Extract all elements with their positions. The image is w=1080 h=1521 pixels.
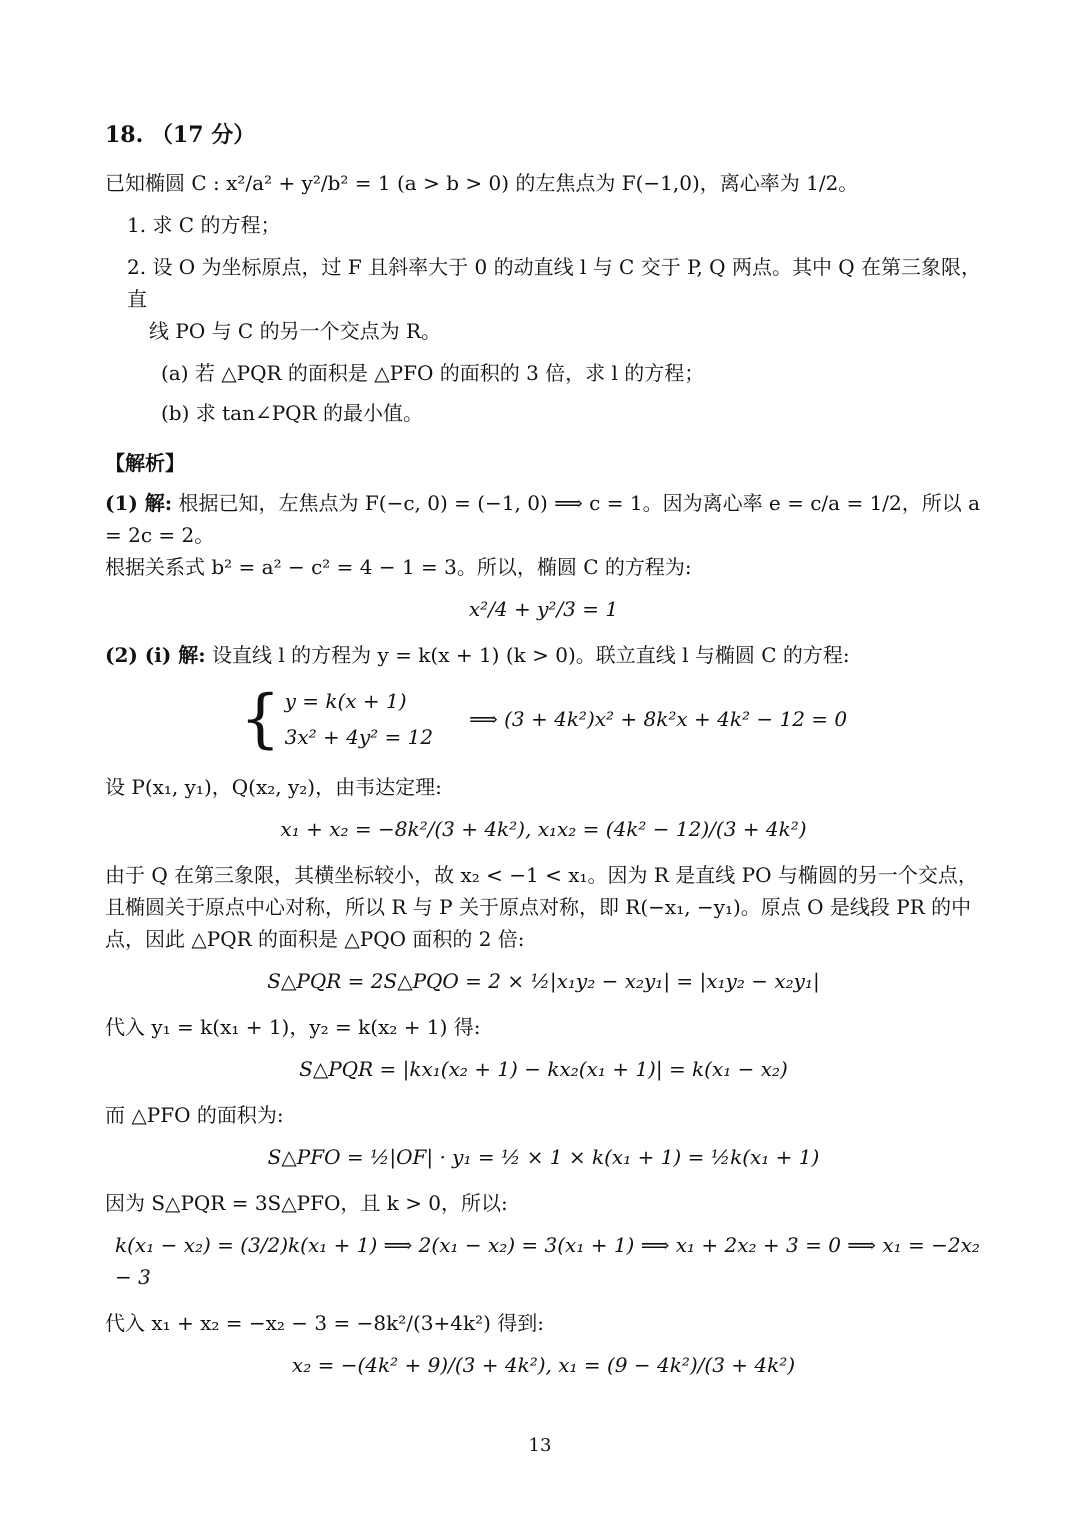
solution-part2 (105, 639, 982, 671)
question-2-line2: 线 PO 与 C 的另一个交点为 R。 (149, 319, 442, 344)
page-number: 13 (528, 1435, 552, 1457)
system-brace (240, 683, 433, 755)
part2-text: 设直线 l 的方程为 y = k(x + 1) (k > 0)。联立直线 l 与椭圆 C 的方程: (212, 643, 850, 668)
ratio-text: 因为 S△PQR = 3S△PFO，且 k > 0，所以: (105, 1191, 508, 1216)
part1-text2: 根据关系式 b² = a² − c² = 4 − 1 = 3。所以，椭圆 C 的方程为: (105, 555, 692, 580)
system-line-1: y = k(x + 1) (284, 689, 407, 714)
part1-lead: (1) 解: (105, 491, 173, 516)
area-equation-1: S△PQR = 2S△PQO = 2 × ½|x₁y₂ − x₂y₁| = |x₁y₂ − x₂y₁| (267, 969, 820, 994)
solution-part1 (105, 487, 982, 583)
equation-system (105, 683, 982, 755)
pfo-text: 而 △PFO 的面积为: (105, 1103, 284, 1128)
vieta-intro: 设 P(x₁, y₁)，Q(x₂, y₂)，由韦达定理: (105, 775, 442, 800)
area-equation-2: S△PQR = |kx₁(x₂ + 1) − kx₂(x₁ + 1)| = k(x₁ − x₂) (299, 1057, 788, 1082)
vieta-equation: x₁ + x₂ = −8k²/(3 + 4k²), x₁x₂ = (4k² − 12)/(3 + 4k²) (280, 817, 807, 842)
question-2a: (a) 若 △PQR 的面积是 △PFO 的面积的 3 倍，求 l 的方程； (161, 361, 705, 386)
substitution-text: 代入 y₁ = k(x₁ + 1)，y₂ = k(x₂ + 1) 得: (105, 1015, 481, 1040)
pfo-equation: S△PFO = ½|OF| · y₁ = ½ × 1 × k(x₁ + 1) = ½k(x₁ + 1) (267, 1145, 820, 1170)
question-1: 1. 求 C 的方程； (127, 213, 281, 238)
system-line-2: 3x² + 4y² = 12 (284, 725, 434, 750)
final-equation: x₂ = −(4k² + 9)/(3 + 4k²), x₁ = (9 − 4k²)/(3 + 4k²) (291, 1353, 796, 1378)
part2-lead: (2) (i) 解: (105, 643, 206, 668)
question-2-line1: 2. 设 O 为坐标原点，过 F 且斜率大于 0 的动直线 l 与 C 交于 P, Q 两点。其中 Q 在第三象限，直 (127, 255, 982, 312)
substitution-text-2: 代入 x₁ + x₂ = −x₂ − 3 = −8k²/(3+4k²) 得到: (105, 1311, 545, 1336)
part1-text: 根据已知，左焦点为 F(−c, 0) = (−1, 0) ⟹ c = 1。因为离心率 e = c/a = 1/2，所以 a = 2c = 2。 (105, 491, 981, 548)
question-2b: (b) 求 tan∠PQR 的最小值。 (161, 401, 423, 426)
ratio-equation: k(x₁ − x₂) = (3/2)k(x₁ + 1) ⟹ 2(x₁ − x₂) = 3(x₁ + 1) ⟹ x₁ + 2x₂ + 3 = 0 ⟹ x₁ = −2x₂ − 3 (115, 1233, 980, 1290)
problem-statement: 已知椭圆 C : x²/a² + y²/b² = 1 (a > b > 0) 的左焦点为 F(−1,0)，离心率为 1/2。 (105, 171, 859, 196)
left-brace-glyph: { (239, 682, 281, 757)
problem-heading: 18. （17 分） (105, 122, 256, 148)
system-result: ⟹ (3 + 4k²)x² + 8k²x + 4k² − 12 = 0 (469, 707, 848, 732)
solution-label: 【解析】 (105, 451, 185, 476)
ellipse-equation: x²/4 + y²/3 = 1 (468, 597, 619, 622)
question-2 (127, 251, 982, 347)
quadrant-paragraph: 由于 Q 在第三象限，其横坐标较小，故 x₂ < −1 < x₁。因为 R 是直线 PO 与椭圆的另一个交点，且椭圆关于原点中心对称，所以 R 与 P 关于原点对称，即 R(−x₁, −y₁)。原点 O 是线段 PR 的中点，因此 △PQR 的面积是 △PQO 面积的 2 倍: (105, 863, 978, 952)
